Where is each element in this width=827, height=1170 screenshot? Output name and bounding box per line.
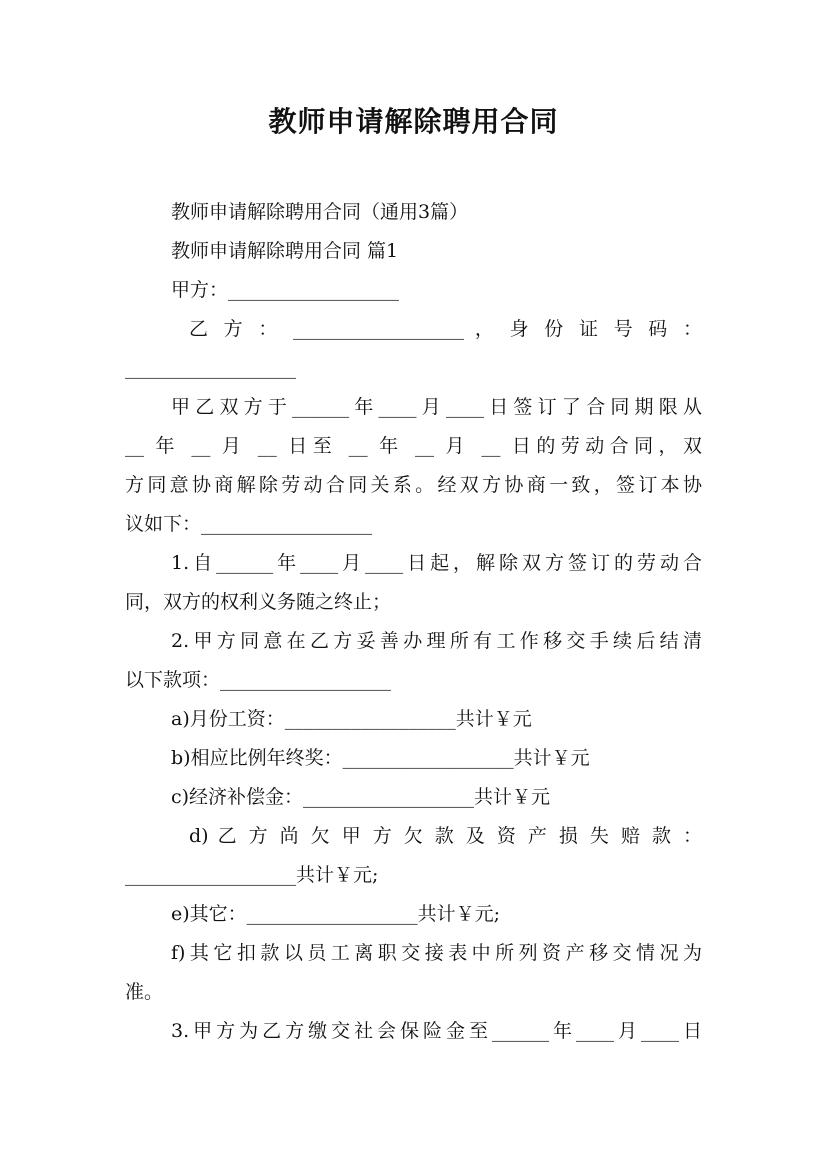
clause-3-line: 3.甲方为乙方缴交社会保险金至______年____月____日 [171,1020,702,1042]
section-heading: 教师申请解除聘用合同 篇1 [171,240,399,262]
paragraph-line: 方同意协商解除劳动合同关系。经双方协商一致，签订本协 [125,474,702,496]
paragraph-line: __ 年 __ 月 __ 日至 __ 年 __ 月 __ 日的劳动合同，双 [125,435,702,457]
party-b-line: 乙 方 ： __________________ ， 身 份 证 号 码 ： [189,318,702,340]
party-a-line: 甲方：__________________ [171,279,400,301]
clause-2-line: 2.甲方同意在乙方妥善办理所有工作移交手续后结清 [171,630,702,652]
paragraph-line: 议如下：__________________ [125,513,373,535]
clause-1-line: 1.自______年____月____日起，解除双方签订的劳动合 [171,552,702,574]
item-d-line: d) 乙 方 尚 欠 甲 方 欠 款 及 资 产 损 失 赔 款 ： [189,825,702,847]
subtitle-line: 教师申请解除聘用合同（通用3篇） [171,201,469,223]
item-f-line: f)其它扣款以员工离职交接表中所列资产移交情况为 [171,942,702,964]
item-e-line: e)其它：__________________共计￥元; [171,903,501,925]
paragraph-line: 甲乙双方于______年____月____日签订了合同期限从 [171,396,702,418]
clause-1-line: 同，双方的权利义务随之终止； [125,591,392,613]
id-number-blank: __________________ [125,357,296,379]
item-c-line: c)经济补偿金：__________________共计￥元 [171,786,551,808]
item-f-line: 准。 [125,981,164,1003]
item-a-line: a)月份工资：__________________共计￥元 [171,708,532,730]
clause-2-line: 以下款项：__________________ [125,669,392,691]
item-b-line: b)相应比例年终奖：__________________共计￥元 [171,747,590,769]
item-d-line: __________________共计￥元; [125,864,379,886]
document-title: 教师申请解除聘用合同 [268,105,559,138]
